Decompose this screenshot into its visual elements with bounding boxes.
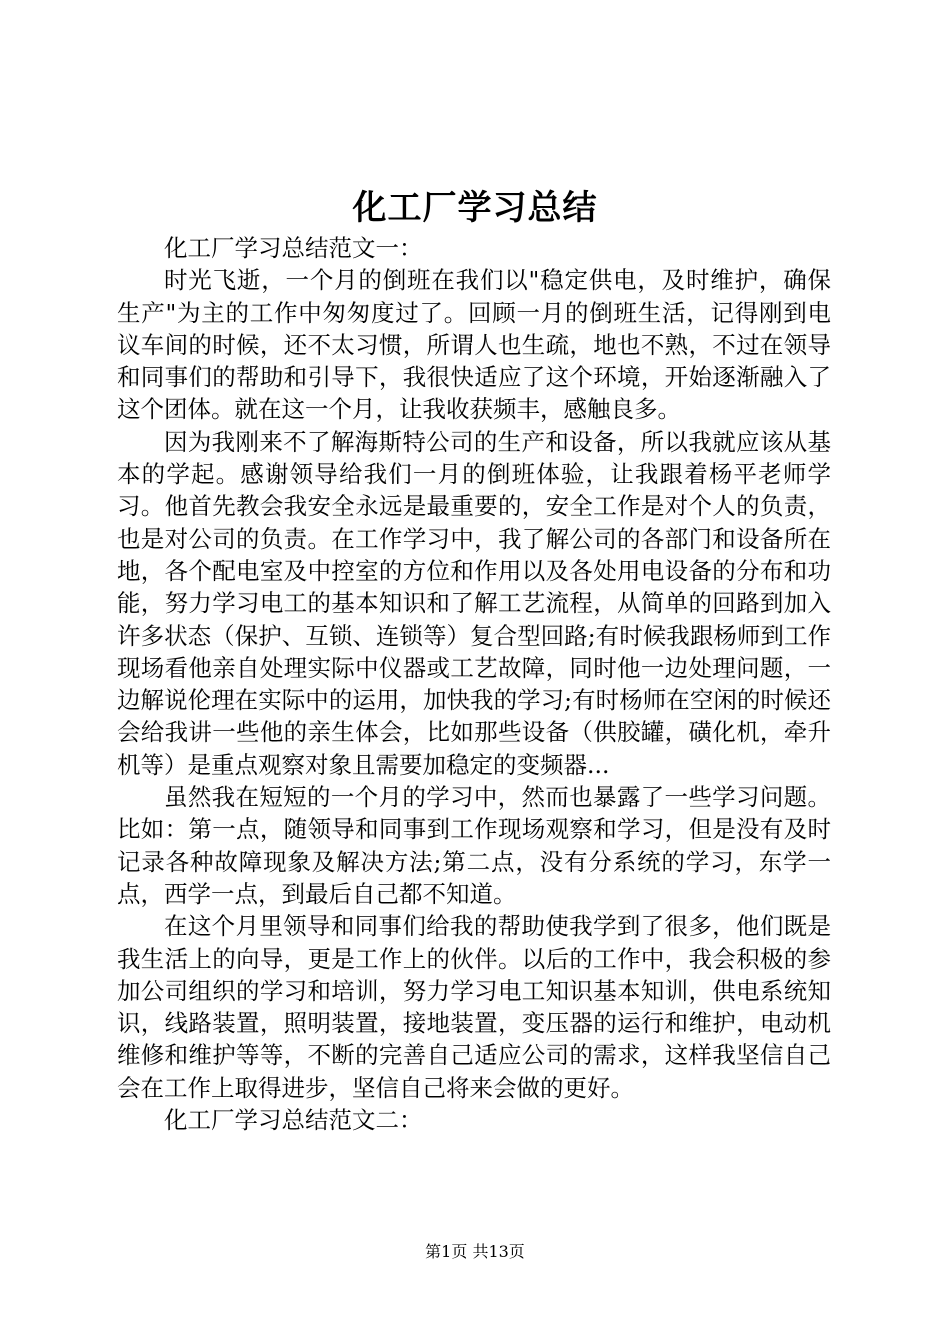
paragraph: 在这个月里领导和同事们给我的帮助使我学到了很多，他们既是我生活上的向导，更是工作上的伙伴。以后的工作中，我会积极的参加公司组织的学习和培训，努力学习电工知识基本知训，供电系统知识，线路装置，照明装置，接地装置，变压器的运行和维护，电动机维修和维护等等，不断的完善自己适应公司的需求，这样我坚信自己会在工作上取得进步，坚信自己将来会做的更好。 [117, 912, 831, 1102]
paragraph: 时光飞逝，一个月的倒班在我们以"稳定供电，及时维护，确保生产"为主的工作中匆匆度过了。回顾一月的倒班生活，记得刚到电议车间的时候，还不太习惯，所谓人也生疏，地也不熟，不过在领导和同事们的帮助和引导下，我很快适应了这个环境，开始逐渐融入了这个团体。就在这一个月，让我收获频丰，感触良多。 [117, 266, 831, 424]
paragraph-heading-1: 化工厂学习总结范文一： [164, 234, 423, 262]
paragraph: 虽然我在短短的一个月的学习中，然而也暴露了一些学习问题。比如：第一点，随领导和同事到工作现场观察和学习，但是没有及时记录各种故障现象及解决方法;第二点，没有分系统的学习，东学一点，西学一点，到最后自己都不知道。 [117, 783, 831, 908]
document-title: 化工厂学习总结 [352, 188, 598, 228]
document-body [117, 232, 831, 1136]
paragraph: 因为我刚来不了解海斯特公司的生产和设备，所以我就应该从基本的学起。感谢领导给我们一月的倒班体验，让我跟着杨平老师学习。他首先教会我安全永远是最重要的，安全工作是对个人的负责，也是对公司的负责。在工作学习中，我了解公司的各部门和设备所在地，各个配电室及中控室的方位和作用以及各处用电设备的分布和功能，努力学习电工的基本知识和了解工艺流程，从简单的回路到加入许多状态（保护、互锁、连锁等）复合型回路;有时候我跟杨师到工作现场看他亲自处理实际中仪器或工艺故障，同时他一边处理问题，一边解说伦理在实际中的运用，加快我的学习;有时杨师在空闲的时候还会给我讲一些他的亲生体会，比如那些设备（供胶罐，磺化机，牵升机等）是重点观察对象且需要加稳定的变频器... [117, 427, 831, 779]
page-number-footer: 第1页 共13页 [425, 1242, 525, 1261]
paragraph-heading-2: 化工厂学习总结范文二： [164, 1106, 423, 1135]
